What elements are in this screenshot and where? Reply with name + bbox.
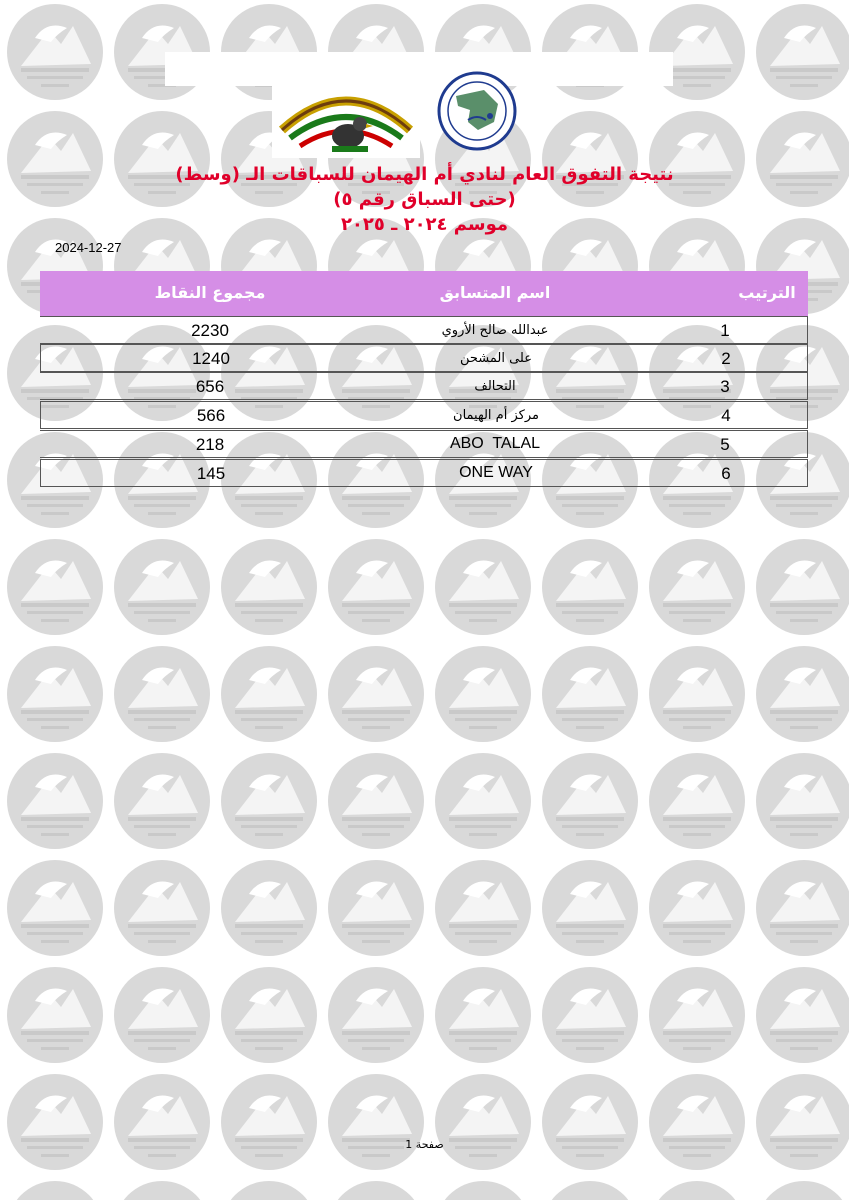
column-header-rank: الترتيب [738,283,796,302]
header-blank-band [165,52,673,86]
table-row [40,459,808,487]
contestant-name-cell: على المشحن [459,351,532,366]
page-number: صفحة 1 [405,1138,444,1151]
rank-cell: 6 [721,464,731,483]
table-row [40,344,808,372]
report-subtitle-race: (حتى السباق رقم ٥) [333,189,516,210]
points-cell: 2230 [191,321,229,340]
report-subtitle-season: موسم ٢٠٢٤ ـ ٢٠٢٥ [340,214,509,235]
contestant-name-cell: عبدالله صالح الأروي [441,323,549,338]
column-header-name: اسم المتسابق [439,283,551,302]
contestant-name-cell: مركز أم الهيمان [453,408,539,423]
contestant-name-cell: ABO TALAL [449,435,541,452]
points-cell: 656 [195,377,225,396]
contestant-name-cell: ONE WAY [459,464,533,481]
rank-cell: 4 [721,406,731,425]
points-cell: 1240 [192,349,230,368]
rank-cell: 2 [721,349,731,368]
column-header-points: مجموع النقاط [154,283,266,302]
table-row [40,372,808,400]
table-row [40,430,808,458]
points-cell: 566 [196,406,226,425]
points-cell: 145 [196,464,226,483]
rank-cell: 1 [720,321,730,340]
table-row [40,401,808,429]
table-row [40,316,808,344]
report-title: نتيجة التفوق العام لنادي أم الهيمان للسباقات الـ (وسط) [175,164,674,185]
report-date: 2024-12-27 [55,240,122,255]
rank-cell: 3 [720,377,730,396]
contestant-name-cell: التحالف [474,379,516,394]
points-cell: 218 [195,435,225,454]
rank-cell: 5 [720,435,730,454]
club-logo [272,82,420,158]
federation-logo [424,70,530,152]
results-table-header [40,271,808,316]
